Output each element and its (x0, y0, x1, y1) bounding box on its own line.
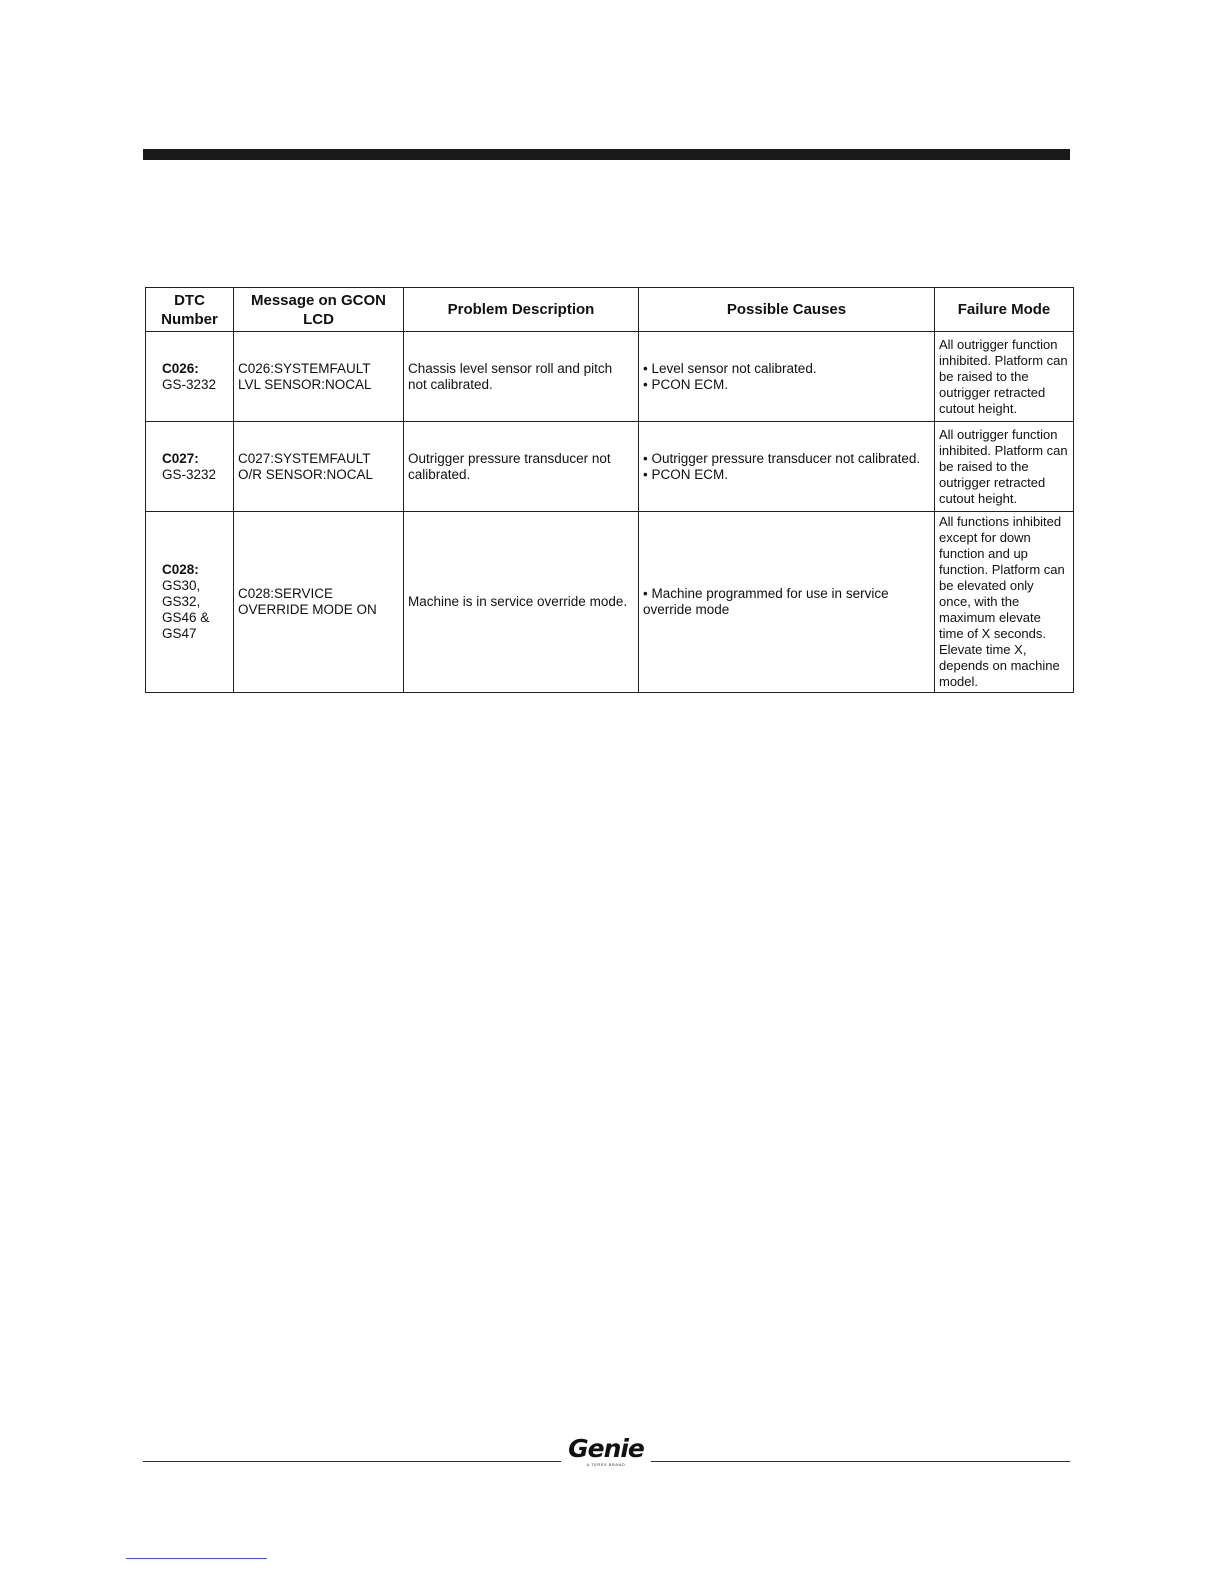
header-bar (143, 149, 1070, 160)
dtc-table (145, 287, 1074, 693)
dtc-number-cell (146, 422, 234, 512)
cause-item: • PCON ECM. (643, 466, 728, 482)
table-row (146, 422, 1074, 512)
cause-item: • Machine programmed for use in service override mode (643, 586, 889, 617)
header-message: Message on GCON LCD (234, 288, 404, 332)
footer-rule-right (651, 1461, 1070, 1462)
cause-item: • PCON ECM. (643, 376, 728, 392)
problem-cell: Machine is in service override mode. (404, 512, 639, 693)
genie-logo (566, 1436, 646, 1467)
dtc-code: C027: (162, 450, 199, 466)
dtc-code: C026: (162, 360, 199, 376)
problem-cell: Chassis level sensor roll and pitch not calibrated. (404, 332, 639, 422)
dtc-models: GS-3232 (162, 466, 217, 482)
dtc-models: GS30, GS32, GS46 & GS47 (162, 578, 210, 641)
cause-item: • Level sensor not calibrated. (643, 360, 817, 376)
dtc-number-cell (146, 332, 234, 422)
table-row (146, 512, 1074, 693)
logo-tagline: A TEREX BRAND (586, 1462, 626, 1467)
dtc-models: GS-3232 (162, 376, 217, 392)
header-problem: Problem Description (404, 288, 639, 332)
cause-item: • Outrigger pressure transducer not calibrated. (643, 450, 921, 466)
failure-mode-cell: All outrigger function inhibited. Platform can be raised to the outrigger retracted cutout height. (935, 332, 1074, 422)
header-causes: Possible Causes (639, 288, 935, 332)
failure-mode-cell: All functions inhibited except for down function and up function. Platform can be elevated only once, with the maximum elevate time of X seconds. Elevate time X, depends on machine model. (935, 512, 1074, 693)
causes-cell (639, 512, 935, 693)
header-failure-mode: Failure Mode (935, 288, 1074, 332)
dtc-number-cell (146, 512, 234, 693)
failure-mode-cell: All outrigger function inhibited. Platform can be raised to the outrigger retracted cutout height. (935, 422, 1074, 512)
logo-wordmark: Genie (568, 1434, 644, 1463)
message-cell: C026:SYSTEMFAULT LVL SENSOR:NOCAL (234, 332, 404, 422)
header-dtc-number: DTC Number (146, 288, 234, 332)
message-cell: C027:SYSTEMFAULT O/R SENSOR:NOCAL (234, 422, 404, 512)
table-header-row (146, 288, 1074, 332)
message-cell: C028:SERVICE OVERRIDE MODE ON (234, 512, 404, 693)
footer-rule-left (143, 1461, 561, 1462)
dtc-code: C028: (162, 562, 199, 577)
footer-link-underline (126, 1558, 267, 1559)
table-row (146, 332, 1074, 422)
causes-cell (639, 332, 935, 422)
causes-cell (639, 422, 935, 512)
problem-cell: Outrigger pressure transducer not calibrated. (404, 422, 639, 512)
